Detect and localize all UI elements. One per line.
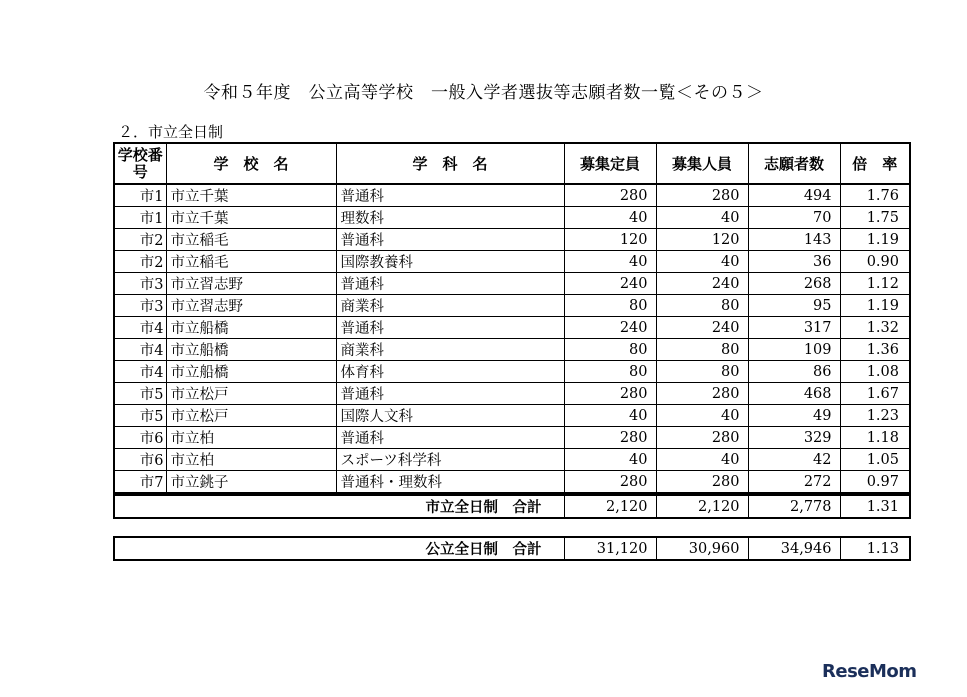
cell-code: 市4 bbox=[114, 361, 166, 383]
cell-code: 市1 bbox=[114, 207, 166, 229]
cell-code: 市5 bbox=[114, 383, 166, 405]
cell-school: 市立柏 bbox=[166, 449, 336, 471]
cell-ratio: 1.67 bbox=[840, 383, 910, 405]
table-row bbox=[114, 405, 910, 427]
cell-school: 市立銚子 bbox=[166, 471, 336, 494]
header-applicants: 志願者数 bbox=[748, 143, 840, 184]
cell-ratio: 1.18 bbox=[840, 427, 910, 449]
cell-school: 市立船橋 bbox=[166, 339, 336, 361]
cell-code: 市4 bbox=[114, 339, 166, 361]
cell-school: 市立千葉 bbox=[166, 207, 336, 229]
public-total-label: 公立全日制 合計 bbox=[114, 537, 564, 560]
cell-recruit: 280 bbox=[656, 383, 748, 405]
table-row bbox=[114, 449, 910, 471]
header-ratio: 倍 率 bbox=[840, 143, 910, 184]
cell-course: 国際人文科 bbox=[336, 405, 564, 427]
public-total-recruit: 30,960 bbox=[656, 537, 748, 560]
header-course: 学 科 名 bbox=[336, 143, 564, 184]
cell-applicants: 468 bbox=[748, 383, 840, 405]
cell-recruit: 280 bbox=[656, 184, 748, 207]
cell-course: 商業科 bbox=[336, 339, 564, 361]
cell-code: 市5 bbox=[114, 405, 166, 427]
table-row bbox=[114, 184, 910, 207]
header-school: 学 校 名 bbox=[166, 143, 336, 184]
table-header-row bbox=[114, 143, 910, 184]
resemom-logo: ReseMom bbox=[822, 661, 917, 682]
cell-code: 市7 bbox=[114, 471, 166, 494]
cell-applicants: 86 bbox=[748, 361, 840, 383]
cell-school: 市立習志野 bbox=[166, 273, 336, 295]
cell-recruit: 80 bbox=[656, 361, 748, 383]
cell-code: 市6 bbox=[114, 449, 166, 471]
cell-recruit: 40 bbox=[656, 449, 748, 471]
cell-ratio: 0.97 bbox=[840, 471, 910, 494]
cell-quota: 80 bbox=[564, 361, 656, 383]
cell-applicants: 42 bbox=[748, 449, 840, 471]
cell-recruit: 280 bbox=[656, 471, 748, 494]
cell-code: 市4 bbox=[114, 317, 166, 339]
cell-course: 理数科 bbox=[336, 207, 564, 229]
cell-applicants: 329 bbox=[748, 427, 840, 449]
applicants-table bbox=[113, 142, 911, 494]
cell-code: 市2 bbox=[114, 251, 166, 273]
cell-applicants: 143 bbox=[748, 229, 840, 251]
cell-recruit: 80 bbox=[656, 295, 748, 317]
cell-applicants: 494 bbox=[748, 184, 840, 207]
cell-quota: 280 bbox=[564, 471, 656, 494]
cell-recruit: 280 bbox=[656, 427, 748, 449]
cell-recruit: 240 bbox=[656, 273, 748, 295]
cell-school: 市立船橋 bbox=[166, 317, 336, 339]
cell-quota: 80 bbox=[564, 295, 656, 317]
cell-course: 普通科 bbox=[336, 383, 564, 405]
document-title: 令和５年度 公立高等学校 一般入学者選抜等志願者数一覧＜その５＞ bbox=[203, 83, 764, 103]
cell-quota: 120 bbox=[564, 229, 656, 251]
cell-course: 普通科 bbox=[336, 273, 564, 295]
cell-quota: 40 bbox=[564, 251, 656, 273]
public-total-applicants: 34,946 bbox=[748, 537, 840, 560]
city-total-applicants: 2,778 bbox=[748, 495, 840, 518]
public-total-row bbox=[114, 537, 910, 560]
table-row bbox=[114, 229, 910, 251]
cell-school: 市立松戸 bbox=[166, 383, 336, 405]
city-total-label: 市立全日制 合計 bbox=[114, 495, 564, 518]
cell-course: 普通科 bbox=[336, 427, 564, 449]
cell-ratio: 1.32 bbox=[840, 317, 910, 339]
cell-school: 市立柏 bbox=[166, 427, 336, 449]
cell-applicants: 70 bbox=[748, 207, 840, 229]
cell-ratio: 1.36 bbox=[840, 339, 910, 361]
cell-recruit: 120 bbox=[656, 229, 748, 251]
table-row bbox=[114, 317, 910, 339]
city-total-table bbox=[113, 494, 911, 519]
cell-recruit: 40 bbox=[656, 207, 748, 229]
table-row bbox=[114, 273, 910, 295]
header-recruit: 募集人員 bbox=[656, 143, 748, 184]
section-heading: ２．市立全日制 bbox=[118, 123, 224, 141]
cell-ratio: 1.12 bbox=[840, 273, 910, 295]
cell-course: 国際教養科 bbox=[336, 251, 564, 273]
cell-quota: 280 bbox=[564, 184, 656, 207]
cell-recruit: 40 bbox=[656, 405, 748, 427]
cell-recruit: 240 bbox=[656, 317, 748, 339]
public-total-quota: 31,120 bbox=[564, 537, 656, 560]
cell-applicants: 49 bbox=[748, 405, 840, 427]
cell-quota: 240 bbox=[564, 273, 656, 295]
city-total-row bbox=[114, 495, 910, 518]
cell-quota: 40 bbox=[564, 405, 656, 427]
cell-applicants: 317 bbox=[748, 317, 840, 339]
cell-recruit: 40 bbox=[656, 251, 748, 273]
header-quota: 募集定員 bbox=[564, 143, 656, 184]
cell-school: 市立船橋 bbox=[166, 361, 336, 383]
cell-applicants: 109 bbox=[748, 339, 840, 361]
cell-quota: 40 bbox=[564, 207, 656, 229]
cell-ratio: 1.76 bbox=[840, 184, 910, 207]
cell-ratio: 1.19 bbox=[840, 229, 910, 251]
cell-quota: 280 bbox=[564, 427, 656, 449]
cell-school: 市立習志野 bbox=[166, 295, 336, 317]
table-row bbox=[114, 339, 910, 361]
cell-ratio: 1.05 bbox=[840, 449, 910, 471]
cell-quota: 40 bbox=[564, 449, 656, 471]
table-row bbox=[114, 383, 910, 405]
cell-course: スポーツ科学科 bbox=[336, 449, 564, 471]
table-row bbox=[114, 427, 910, 449]
cell-quota: 280 bbox=[564, 383, 656, 405]
cell-course: 普通科 bbox=[336, 184, 564, 207]
cell-code: 市3 bbox=[114, 295, 166, 317]
table-row bbox=[114, 207, 910, 229]
header-code: 学校番号 bbox=[114, 143, 166, 184]
cell-school: 市立稲毛 bbox=[166, 251, 336, 273]
city-total-quota: 2,120 bbox=[564, 495, 656, 518]
cell-course: 商業科 bbox=[336, 295, 564, 317]
public-total-ratio: 1.13 bbox=[840, 537, 910, 560]
cell-ratio: 1.75 bbox=[840, 207, 910, 229]
cell-code: 市2 bbox=[114, 229, 166, 251]
cell-ratio: 1.19 bbox=[840, 295, 910, 317]
cell-applicants: 36 bbox=[748, 251, 840, 273]
cell-quota: 240 bbox=[564, 317, 656, 339]
table-row bbox=[114, 471, 910, 494]
city-total-ratio: 1.31 bbox=[840, 495, 910, 518]
cell-code: 市3 bbox=[114, 273, 166, 295]
table-row bbox=[114, 251, 910, 273]
cell-course: 普通科 bbox=[336, 229, 564, 251]
cell-ratio: 1.23 bbox=[840, 405, 910, 427]
cell-course: 普通科 bbox=[336, 317, 564, 339]
cell-school: 市立稲毛 bbox=[166, 229, 336, 251]
cell-applicants: 272 bbox=[748, 471, 840, 494]
cell-ratio: 1.08 bbox=[840, 361, 910, 383]
cell-code: 市1 bbox=[114, 184, 166, 207]
public-total-table bbox=[113, 536, 911, 561]
cell-school: 市立千葉 bbox=[166, 184, 336, 207]
cell-course: 普通科・理数科 bbox=[336, 471, 564, 494]
cell-applicants: 268 bbox=[748, 273, 840, 295]
cell-ratio: 0.90 bbox=[840, 251, 910, 273]
table-row bbox=[114, 295, 910, 317]
table-row bbox=[114, 361, 910, 383]
cell-applicants: 95 bbox=[748, 295, 840, 317]
cell-quota: 80 bbox=[564, 339, 656, 361]
cell-school: 市立松戸 bbox=[166, 405, 336, 427]
city-total-recruit: 2,120 bbox=[656, 495, 748, 518]
cell-code: 市6 bbox=[114, 427, 166, 449]
cell-recruit: 80 bbox=[656, 339, 748, 361]
cell-course: 体育科 bbox=[336, 361, 564, 383]
